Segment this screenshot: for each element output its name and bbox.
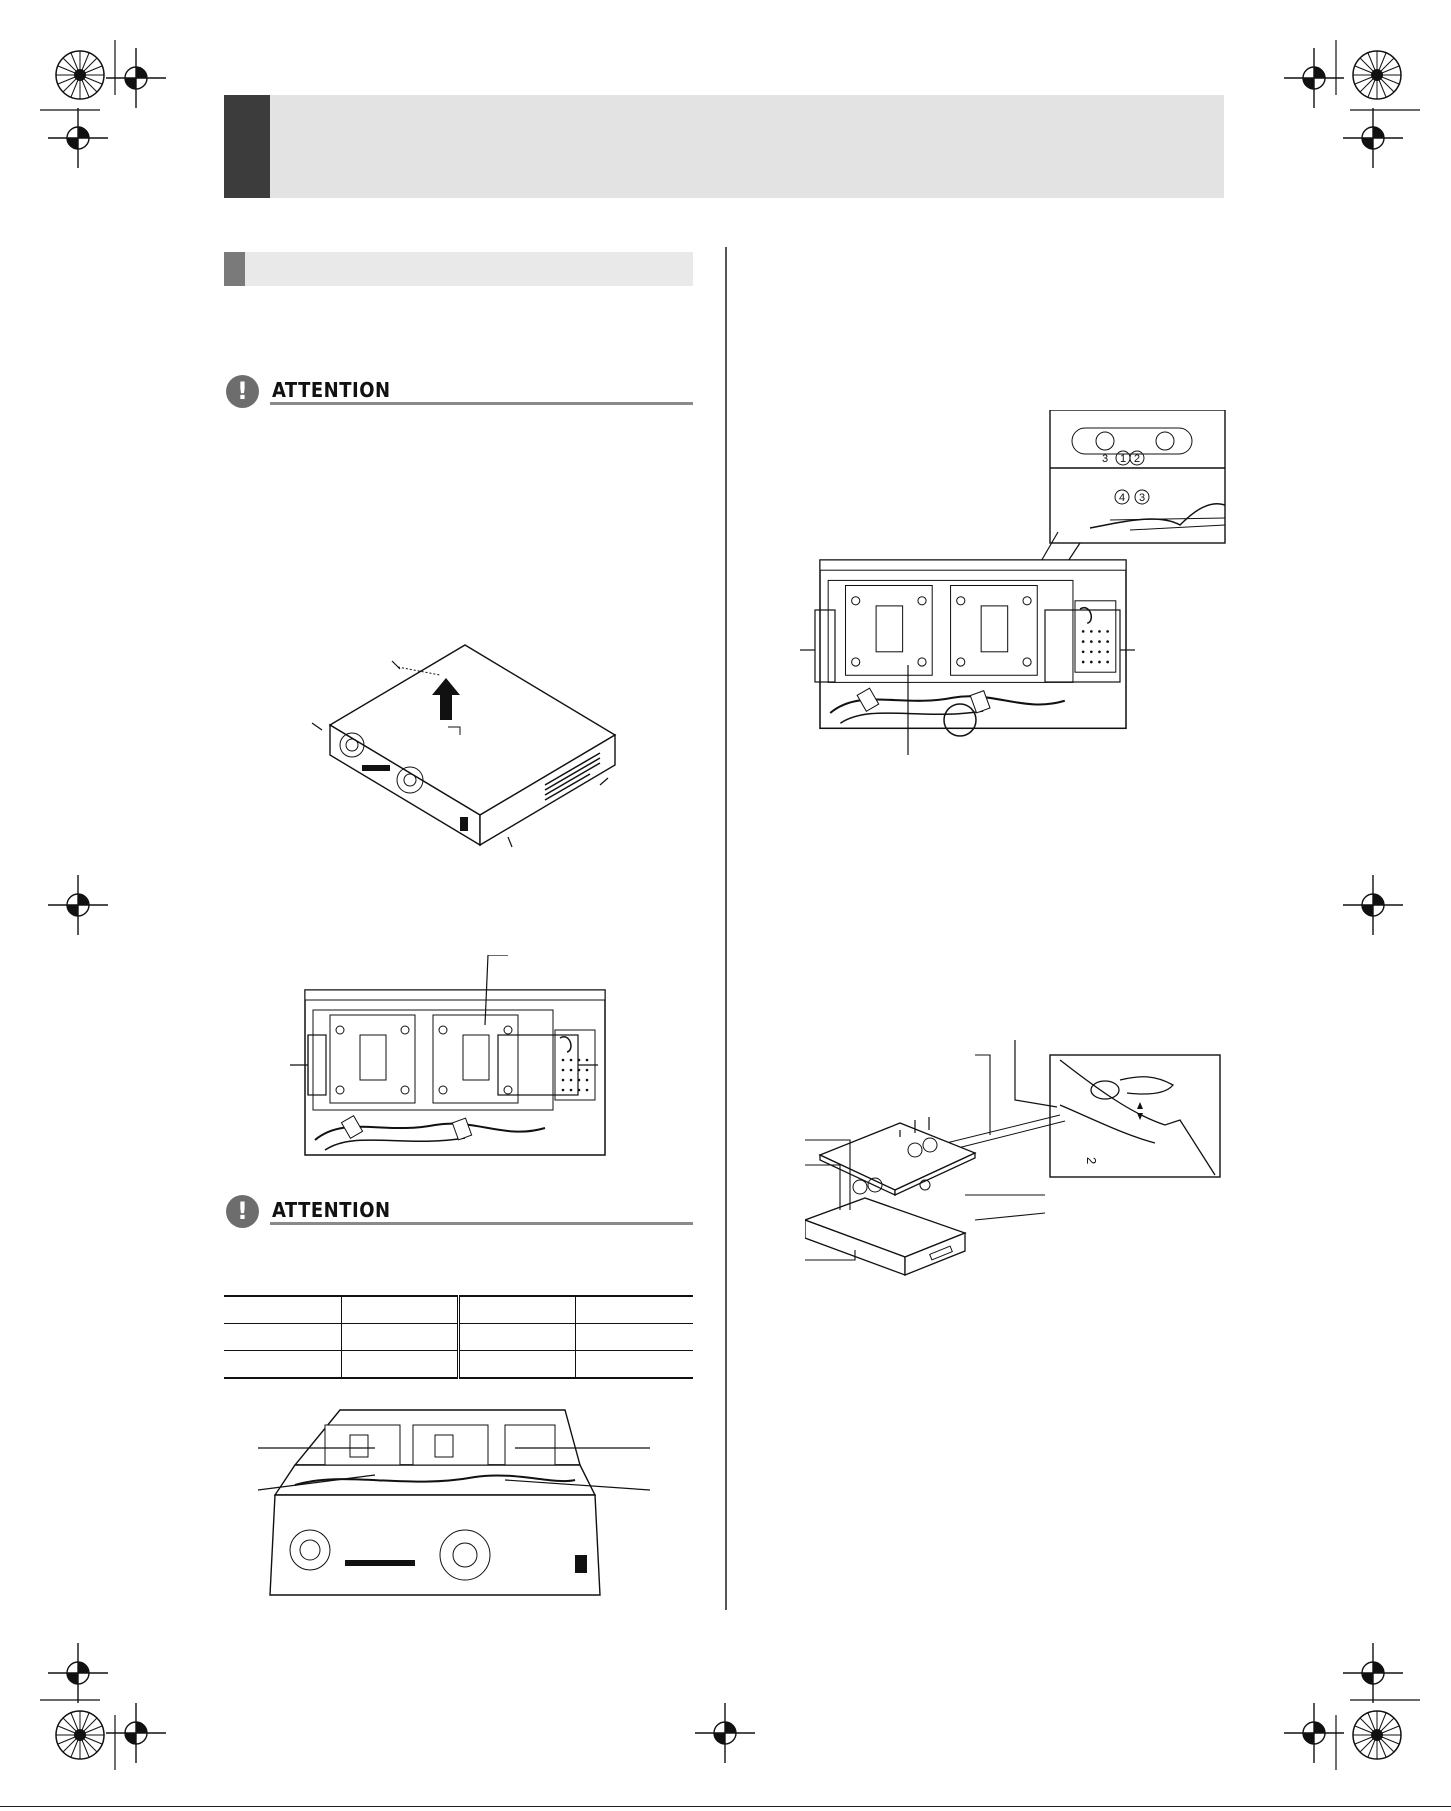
hdd-cable-routing-view bbox=[800, 410, 1230, 755]
table-cell bbox=[224, 1351, 341, 1379]
detail-number: 4 bbox=[1118, 492, 1126, 504]
hdd-bay-perspective-view bbox=[255, 1405, 665, 1605]
detail-number: 3 bbox=[1138, 492, 1146, 504]
detail-number: 2 bbox=[1133, 453, 1141, 465]
table-row bbox=[224, 1351, 693, 1379]
attention-callout-2 bbox=[226, 1195, 693, 1227]
mounting-detail-inset bbox=[1050, 1055, 1220, 1177]
hdd-mounting-exploded-view bbox=[805, 1035, 1225, 1285]
table-cell bbox=[459, 1324, 576, 1351]
detail-inset bbox=[1050, 410, 1225, 543]
table-cell bbox=[341, 1351, 458, 1379]
column-divider bbox=[725, 247, 727, 1610]
page-bottom-rule bbox=[0, 1806, 1451, 1807]
table-cell bbox=[224, 1324, 341, 1351]
attention-rule bbox=[270, 402, 693, 405]
table-header-cell bbox=[459, 1296, 576, 1324]
hdd-spec-table bbox=[224, 1295, 693, 1379]
exclamation-icon: ! bbox=[226, 1195, 259, 1228]
chapter-header-tab bbox=[224, 95, 270, 198]
attention-label: ATTENTION bbox=[272, 378, 391, 402]
section-heading-bar bbox=[224, 252, 693, 286]
table-cell bbox=[576, 1324, 693, 1351]
cover-removal-illustration bbox=[300, 635, 630, 855]
table-header-row bbox=[224, 1296, 693, 1324]
chapter-header-band bbox=[224, 95, 1224, 198]
attention-label: ATTENTION bbox=[272, 1198, 391, 1222]
exclamation-icon: ! bbox=[226, 375, 259, 408]
mounting-label: 2 bbox=[1084, 1157, 1099, 1165]
detail-number: 1 bbox=[1119, 453, 1127, 465]
detail-number: 3 bbox=[1101, 453, 1109, 465]
table-header-cell bbox=[576, 1296, 693, 1324]
section-heading-marker bbox=[224, 252, 245, 286]
table-header-cell bbox=[341, 1296, 458, 1324]
table-cell bbox=[576, 1351, 693, 1379]
attention-callout-1 bbox=[226, 375, 693, 407]
table-cell bbox=[341, 1324, 458, 1351]
table-header-cell bbox=[224, 1296, 341, 1324]
attention-rule bbox=[270, 1222, 693, 1225]
table-row bbox=[224, 1324, 693, 1351]
hdd-bracket-top-view-left bbox=[280, 955, 620, 1165]
table-cell bbox=[459, 1351, 576, 1379]
